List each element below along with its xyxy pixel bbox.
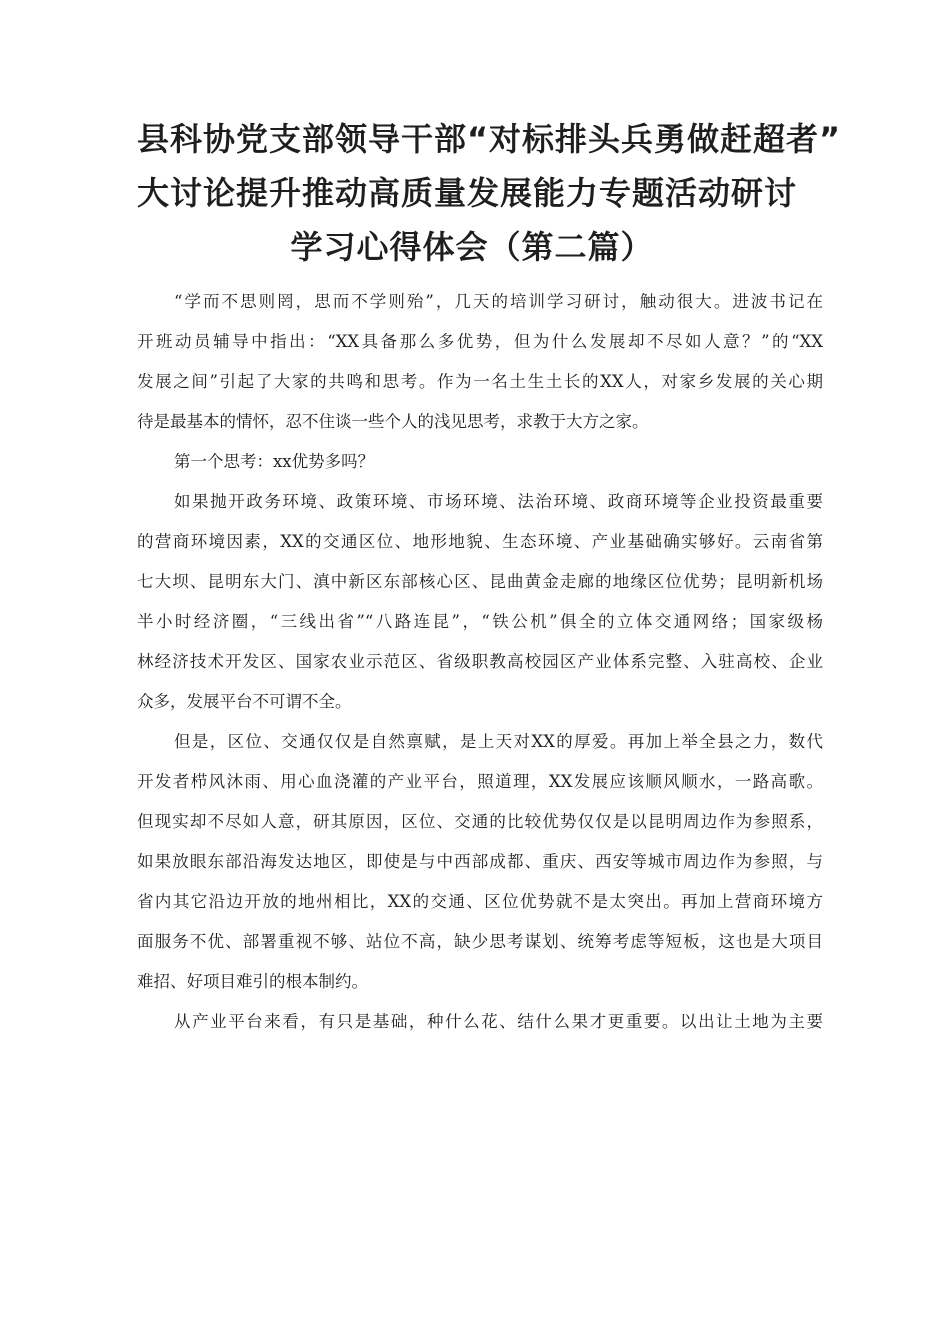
paragraph-line: 林经济技术开发区、国家农业示范区、省级职教高校园区产业体系完整、入驻高校、企业	[137, 652, 823, 671]
paragraph-line: 众多，发展平台不可谓不全。	[137, 692, 352, 711]
paragraph-line: 发展之间”引起了大家的共鸣和思考。作为一名土生土长的XX人，对家乡发展的关心期	[137, 372, 823, 391]
paragraph-line: 难招、好项目难引的根本制约。	[137, 972, 368, 991]
title-line-2: 大讨论提升推动高质量发展能力专题活动研讨	[137, 174, 798, 212]
document-title	[137, 112, 842, 274]
paragraph-industry-platform	[137, 1002, 823, 1042]
paragraph-line: 从产业平台来看，有只是基础，种什么花、结什么果才更重要。以出让土地为主要	[174, 1012, 823, 1031]
paragraph-line: 面服务不优、部署重视不够、站位不高，缺少思考谋划、统筹考虑等短板，这也是大项目	[137, 932, 823, 951]
paragraph-line: 如果抛开政务环境、政策环境、市场环境、法治环境、政商环境等企业投资最重要	[174, 492, 823, 511]
paragraph-line: 但现实却不尽如人意，研其原因，区位、交通的比较优势仅仅是以昆明周边作为参照系，	[137, 812, 823, 831]
paragraph-line: 但是，区位、交通仅仅是自然禀赋，是上天对XX的厚爱。再加上举全县之力，数代	[174, 732, 823, 751]
paragraph-line: 待是最基本的情怀，忍不住谈一些个人的浅见思考，求教于大方之家。	[137, 412, 649, 431]
paragraph-line: 省内其它沿边开放的地州相比，XX的交通、区位优势就不是太突出。再加上营商环境方	[137, 892, 823, 911]
title-line-3: 学习心得体会（第二篇）	[290, 228, 654, 266]
paragraph-line: 七大坝、昆明东大门、滇中新区东部核心区、昆曲黄金走廊的地缘区位优势；昆明新机场	[137, 572, 823, 591]
paragraph-line: 开班动员辅导中指出：“XX具备那么多优势，但为什么发展却不尽如人意？”的“XX	[137, 332, 823, 351]
paragraph-line: “学而不思则罔，思而不学则殆”，几天的培训学习研讨，触动很大。进波书记在	[174, 292, 823, 311]
paragraph-line: 的营商环境因素，XX的交通区位、地形地貌、生态环境、产业基础确实够好。云南省第	[137, 532, 823, 551]
paragraph-heading-first-thought	[137, 442, 823, 482]
paragraph-intro	[137, 282, 823, 442]
paragraph-line: 如果放眼东部沿海发达地区，即使是与中西部成都、重庆、西安等城市周边作为参照，与	[137, 852, 823, 871]
paragraph-line: 第一个思考：xx优势多吗？	[174, 452, 375, 471]
paragraph-line: 开发者栉风沐雨、用心血浇灌的产业平台，照道理，XX发展应该顺风顺水，一路高歌。	[137, 772, 823, 791]
paragraph-advantages	[137, 482, 823, 722]
paragraph-however	[137, 722, 823, 1002]
title-line-1: 县科协党支部领导干部“对标排头兵勇做赶超者”	[137, 120, 842, 158]
paragraph-line: 半小时经济圈，“三线出省”“八路连昆”，“铁公机”俱全的立体交通网络；国家级杨	[137, 612, 823, 631]
document-body	[137, 282, 823, 1042]
